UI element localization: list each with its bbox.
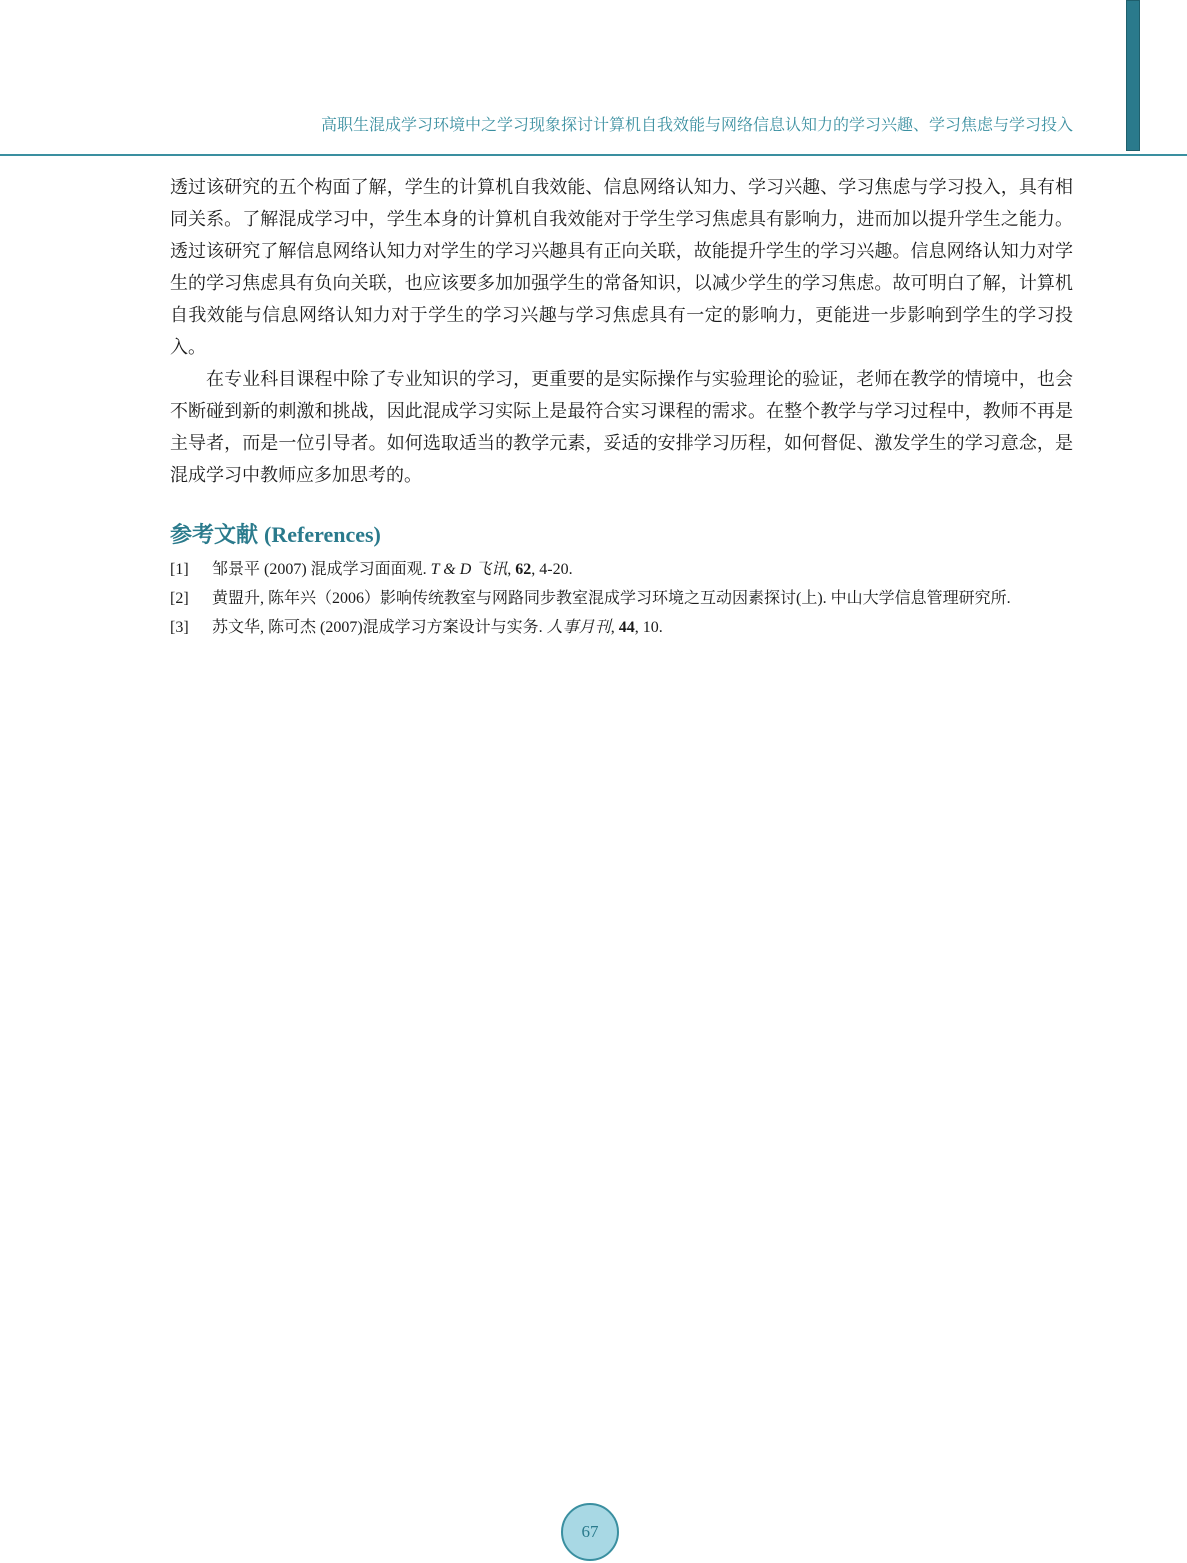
body-paragraph-2: 在专业科目课程中除了专业知识的学习，更重要的是实际操作与实验理论的验证，老师在教学的情境中，也会不断碰到新的刺激和挑战，因此混成学习实际上是最符合实习课程的需求。在整个教学与学习过程中，教师不再是主导者，而是一位引导者。如何选取适当的教学元素，妥适的安排学习历程，如何督促、激发学生的学习意念，是混成学习中教师应多加思考的。 [170, 369, 1073, 486]
reference-text [212, 588, 1073, 610]
reference-journal: 人事月刊 [546, 619, 611, 636]
reference-list [170, 559, 1073, 639]
references-heading [170, 518, 1073, 549]
reference-text [212, 617, 1073, 639]
reference-separator: , [507, 561, 516, 578]
journal-side-tab [1126, 0, 1140, 151]
reference-authors: 苏文华, 陈可杰 (2007)混成学习方案设计与实务. [212, 619, 547, 636]
reference-separator: , [610, 619, 619, 636]
reference-number: [1] [170, 561, 189, 578]
reference-authors: 黄盟升, 陈年兴（2006）影响传统教室与网路同步教室混成学习环境之互动因素探讨(上). 中山大学信息管理研究所. [212, 590, 1011, 607]
main-content [170, 172, 1073, 646]
reference-authors: 邹景平 (2007) 混成学习面面观. [212, 561, 431, 578]
reference-journal: T & D 飞讯 [430, 561, 508, 578]
running-header-title: 高职生混成学习环境中之学习现象探讨计算机自我效能与网络信息认知力的学习兴趣、学习焦虑与学习投入 [320, 115, 1073, 134]
page-number-badge: 67 [561, 1503, 619, 1561]
reference-pages: , 10. [634, 619, 663, 636]
reference-number: [2] [170, 590, 189, 607]
reference-number: [3] [170, 619, 189, 636]
header-rule [0, 154, 1187, 156]
reference-volume: 44 [618, 619, 635, 636]
reference-item-3 [170, 617, 1073, 639]
reference-pages: , 4-20. [531, 561, 573, 578]
reference-item-1 [170, 559, 1073, 581]
body-paragraph-1: 透过该研究的五个构面了解，学生的计算机自我效能、信息网络认知力、学习兴趣、学习焦虑与学习投入，具有相同关系。了解混成学习中，学生本身的计算机自我效能对于学生学习焦虑具有影响力，进而加以提升学生之能力。透过该研究了解信息网络认知力对学生的学习兴趣具有正向关联，故能提升学生的学习兴趣。信息网络认知力对学生的学习焦虑具有负向关联，也应该要多加加强学生的常备知识，以减少学生的学习焦虑。故可明白了解，计算机自我效能与信息网络认知力对于学生的学习兴趣与学习焦虑具有一定的影响力，更能进一步影响到学生的学习投入。 [170, 177, 1073, 358]
reference-volume: 62 [515, 561, 532, 578]
reference-text [212, 559, 1073, 581]
references-heading-en: (References) [264, 522, 381, 547]
reference-item-2 [170, 588, 1073, 610]
references-heading-cn: 参考文献 [170, 522, 259, 548]
